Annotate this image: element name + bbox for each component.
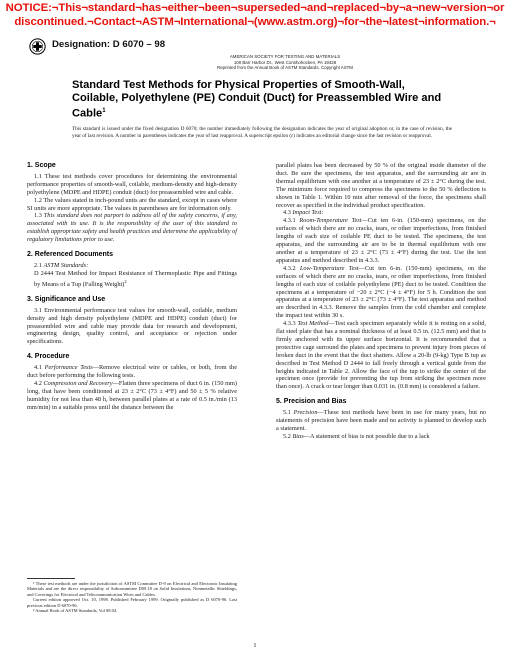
section-heading-precision-and-bias: 5. Precision and Bias (276, 398, 347, 406)
paragraph-4-2-continued: parallel plates has been decreased by 50 % of the original inside diameter of the duct. Be sure the specimens, the test apparatus, and the surrounding air are in thermal equilibrium with one another at a temperature of 23 ± 2°C during the test. The minimum force required to compress the specimens to the 50 % deflection is shown in Table 1. Within 10 min after removal of the force, the specimens shall recover as specified in the individual product specification. (276, 162, 486, 209)
section-heading-significance: 3. Significance and Use (27, 295, 106, 303)
paragraph-4-3-1-text: —Cut ten 6-in. (150-mm) specimens, on the surfaces of which there are no cracks, tears, or other imperfections, from finished lengths of each size of coilable PE duct to be tested. The specimens, the test apparatus, and the surrounding air are to be in thermal equilibrium with one another at a temperature of 23 ± 2°C (73 ± 4°F) during the test. Use the test apparatus and method described in 4.3.3. (276, 217, 486, 264)
title-text: Standard Test Methods for Physical Properties of Smooth-Wall, Coilable, Polyethylene (PE) Conduit (Duct) for Preassembled Wire and Cable (72, 79, 442, 120)
paragraph-4-3-3 (276, 320, 486, 391)
paragraph-5-1-number: 5.1 (283, 409, 294, 417)
paragraph-5-1 (276, 409, 486, 433)
supersession-notice (0, 2, 510, 29)
paragraph-4-2-text: —Flatten three specimens of duct 6 in. (150 mm) long, that have been conditioned at 23 ± 2°C (73 ± 4°F) and 50 ± 5 % relative humidity for not less than 48 h, between parallel plates at a rate of 0.5 in./min (13 mm/min) in a suitable press until the distance between the (27, 379, 237, 411)
society-address: 100 Barr Harbor Dr., West Conshohocken, PA 19428 (233, 59, 337, 65)
footnotes (27, 581, 237, 613)
paragraph-4-3-number: 4.3 (283, 209, 293, 217)
notice-line-1: NOTICE:¬This¬standard¬has¬either¬been¬superseded¬and¬replaced¬by¬a¬new¬version¬or (5, 2, 505, 14)
document-title (72, 79, 452, 121)
paragraph-4-2-number: 4.2 (34, 379, 44, 387)
section-heading-scope: 1. Scope (27, 162, 56, 169)
footnote-1: ¹ These test methods are under the jurisdiction of ASTM Committee D-9 on Electrical and Electronic Insulating Materials and are the direct responsibility of Subcommittee D09.18 on Solid Insulations, Nonmetallic Shieldings, and Coverings for Electrical and Telecommunication Wires and Cables. (27, 581, 237, 597)
paragraph-4-3-3-number: 4.3.3 (283, 320, 298, 328)
paragraph-4-3-1 (276, 217, 486, 264)
title-footnote-mark: 1 (102, 108, 106, 114)
footnote-2: ² Annual Book of ASTM Standards, Vol 08.04. (33, 608, 118, 614)
paragraph-4-3-2-number: 4.3.2 (283, 264, 300, 272)
page-number: 1 (253, 642, 257, 649)
astm-logo-icon (29, 38, 46, 55)
footnote-1-edition: Current edition approved Oct. 10, 1998. Published February 1999. Originally published as D 6070-96. Last previous edition D 6070-96. (27, 597, 237, 608)
society-reprint-note: Reprinted from the Annual Book of ASTM Standards. Copyright ASTM (217, 65, 353, 71)
paragraph-4-3-2-term: Low-Temperature Test (299, 264, 359, 272)
reference-d2444 (27, 270, 237, 289)
paragraph-3-1: 3.1 Environmental performance test values for smooth-wall, coilable, medium density and high density polyethylene (MDPE and HDPE) conduit (duct) for preassembled wire and cable may provide data for research and development, engineering design, quality control, and acceptance or rejection under specifications. (27, 306, 237, 346)
section-heading-procedure: 4. Procedure (27, 353, 70, 361)
reference-d2444-footnote-mark: 2 (124, 278, 127, 284)
paragraph-4-3-3-term: Test Method (297, 320, 329, 328)
paragraph-4-3 (276, 209, 486, 217)
paragraph-5-2-term: Bias (292, 432, 304, 440)
paragraph-4-2 (27, 380, 237, 412)
paragraph-4-3-text: : (321, 209, 324, 217)
paragraph-4-3-1-number: 4.3.1 (283, 217, 300, 225)
paragraph-4-1-term: Performance Tests (44, 364, 93, 372)
society-name: AMERICAN SOCIETY FOR TESTING AND MATERIALS (229, 54, 341, 59)
paragraph-5-1-text: —These test methods have been in use for many years, but no statements of precision have been made and no activity is planned to develop such a statement. (276, 409, 486, 432)
paragraph-2-1-number: 2.1 (34, 261, 44, 269)
paragraph-2-1 (27, 262, 237, 270)
paragraph-2-1-text: ASTM Standards: (43, 261, 89, 269)
paragraph-5-1-term: Precision (293, 409, 318, 417)
society-header (160, 54, 410, 71)
paragraph-5-2-number: 5.2 (283, 432, 293, 440)
issuance-statement: This standard is issued under the fixed designation D 6070; the number immediately following the designation indicates the year of original adoption or, in the case of revision, the year of last revision. A number in parentheses indicates the year of last reapproval. A superscript epsilon (ε) indicates an editorial change since the last revision or reapproval. (72, 126, 452, 139)
paragraph-4-2-term: Compression and Recovery (43, 379, 113, 387)
paragraph-4-3-2-text: —Cut ten 6-in. (150-mm) specimens, on the surfaces of which there are no cracks, tears, or other imperfections, from finished lengths of each size of coilable polyethylene (PE) duct to be tested. Condition the specimens at a temperature of −20 ± 2°C (−4 ± 4°F) for 5 h. Condition the test apparatus at a temperature of 23 ± 2°C (73 ± 4°F). The test apparatus and method are described in 4.3.3. Remove the samples from the cold chamber and complete the impact test within 30 s. (276, 264, 486, 320)
paragraph-5-2 (276, 433, 486, 441)
right-column (276, 162, 486, 441)
paragraph-4-3-2 (276, 265, 486, 320)
paragraph-1-2: 1.2 The values stated in inch-pound units are the standard, except in cases where SI units are more appropriate. The values in parentheses are for information only. (27, 196, 237, 212)
paragraph-1-3-number: 1.3 (34, 212, 44, 220)
paragraph-4-3-1-term: Room-Temperature Test (299, 217, 362, 225)
notice-line-2: discontinued.¬Contact¬ASTM¬International¬(www.astm.org)¬for¬the¬latest¬information.¬ (14, 15, 496, 28)
designation: Designation: D 6070 – 98 (52, 39, 166, 50)
footnote-divider (27, 578, 75, 579)
paragraph-4-3-3-text: —Test each specimen separately while it is resting on a solid, flat steel plate that has a nominal thickness of at least 0.5 in. (12.5 mm) and that is firmly anchored with its upper surface horizontal. It is recommended that a protective cage surround the plates and specimens to prevent injury from pieces of broken duct in the event that the duct shatters. Allow a 20-lb (9-kg) Type B tup as described in Test Method D 2444 to fall freely through a vertical guide from the heights indicated in Table 2. Allow the face of the tup to strike the center of the specimen once (provide for preventing the tup from striking the specimen more than once). A crack or tear longer than 0.031 in. (0.8 mm) is considered a failure. (276, 320, 487, 391)
paragraph-4-3-term: Impact Test (292, 209, 322, 217)
section-heading-referenced-documents: 2. Referenced Documents (27, 251, 113, 259)
paragraph-4-1-number: 4.1 (34, 364, 45, 372)
left-column (27, 162, 237, 412)
paragraph-1-3-text: This standard does not purport to address all of the safety concerns, if any, associated with its use. It is the responsibility of the user of this standard to establish appropriate safety and health practices and determine the applicability of regulatory limitations prior to use. (27, 212, 237, 244)
paragraph-4-1-text: —Remove electrical wire or cables, or both, from the duct before performing the following tests. (27, 364, 237, 380)
paragraph-1-3 (27, 212, 237, 244)
paragraph-4-1 (27, 364, 237, 380)
paragraph-5-2-text: —A statement of bias is not possible due to a lack (303, 432, 430, 440)
reference-d2444-text: D 2444 Test Method for Impact Resistance of Thermoplastic Pipe and Fittings by Means of a Tup (Falling Weight) (34, 269, 237, 288)
paragraph-1-1: 1.1 These test methods cover procedures for determining the environmental performance properties of smooth-wall, coilable, medium-density and high-density polyethylene (MDPE and HDPE) conduit (duct) for preassembled wire and cable. (27, 172, 237, 196)
